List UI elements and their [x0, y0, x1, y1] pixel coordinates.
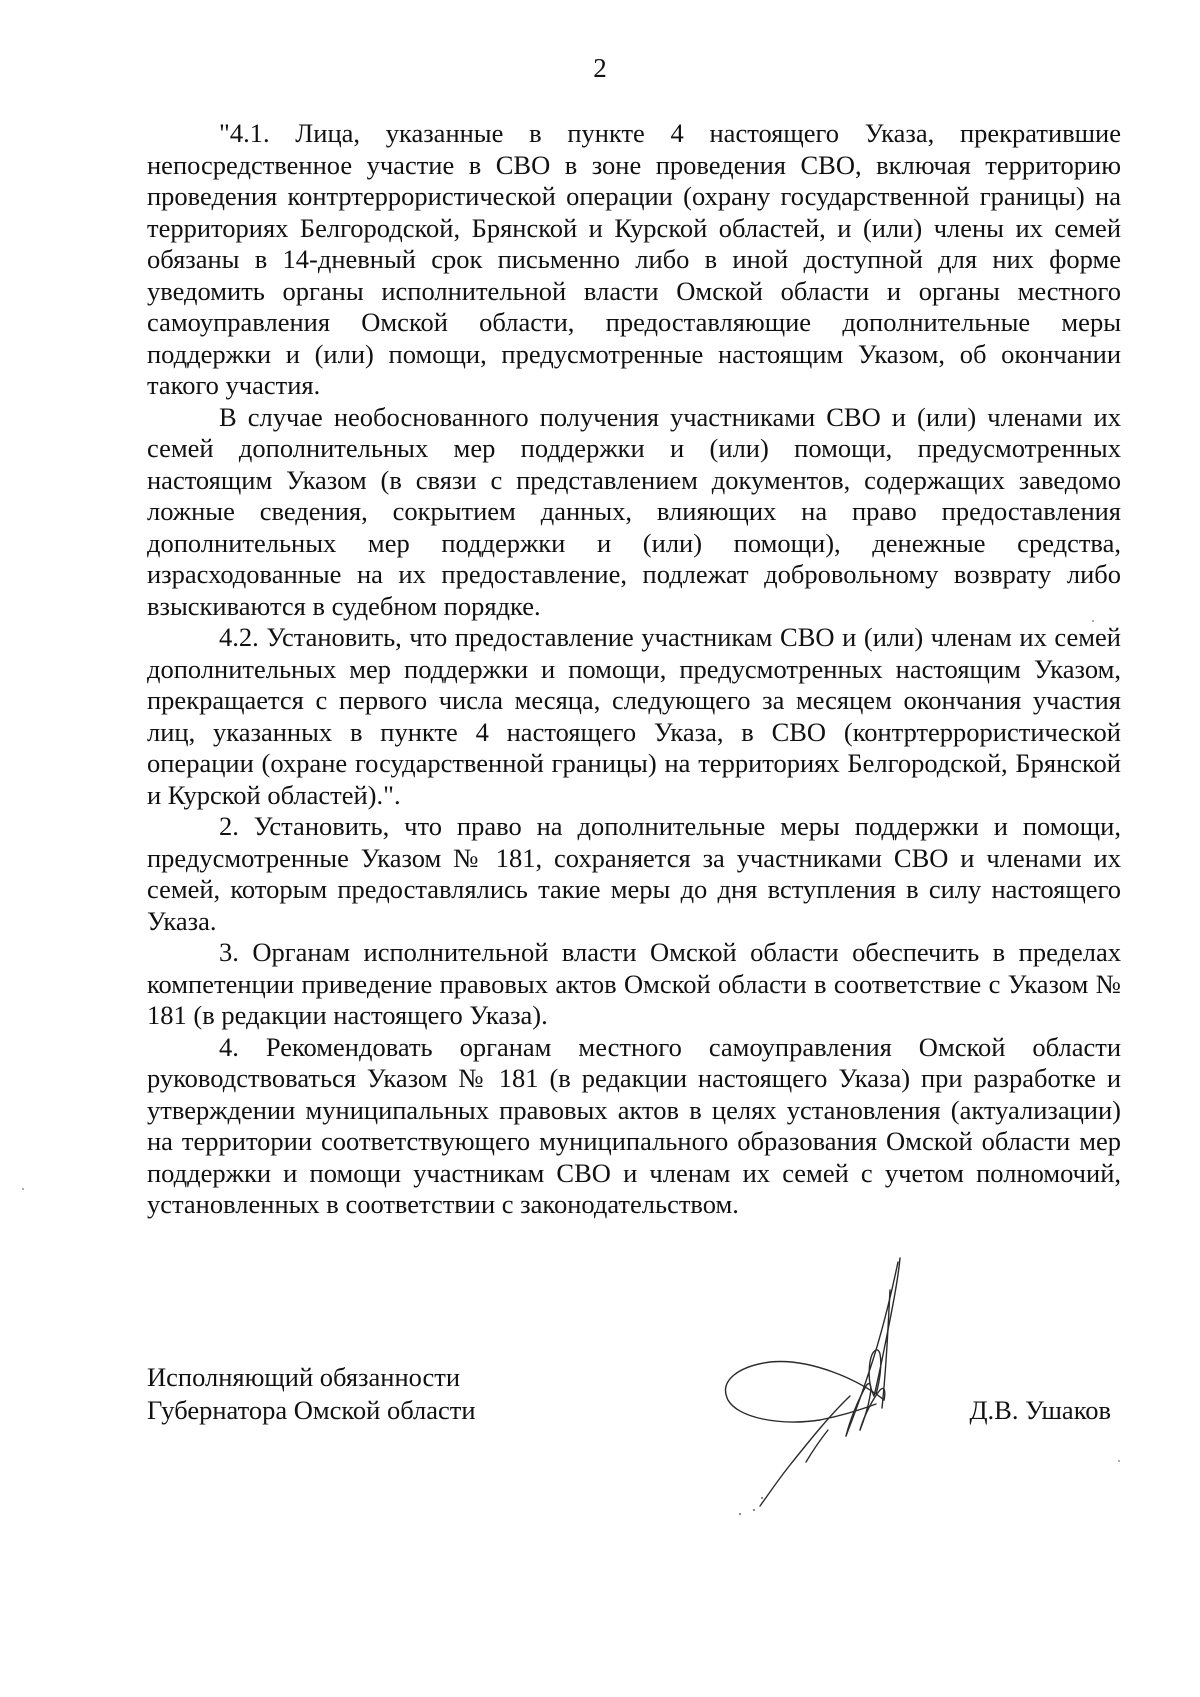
paragraph-4-2: 4.2. Установить, что предоставление участникам СВО и (или) членам их семей дополнительных мер поддержки и помощи, предусмотренных настоящим Указом, прекращается с первого числа месяца, следующего за месяцем окончания участия лиц, указанных в пункте 4 настоящего Указа, в СВО (контртеррористической операции (охране государственной границы) на территориях Белгородской, Брянской и Курской областей).".	[147, 622, 1121, 810]
page-number: 2	[593, 53, 607, 83]
signer-position	[147, 1361, 476, 1427]
paragraph-4: 4. Рекомендовать органам местного самоуправления Омской области руководствоваться Указом № 181 (в редакции настоящего Указа) при разработке и утверждении муниципальных правовых актов в целях установления (актуализации) на территории соответствующего муниципального образования Омской области мер поддержки и помощи участникам СВО и членам их семей с учетом полномочий, установленных в соответствии с законодательством.	[147, 1031, 1121, 1219]
paragraph-refund: В случае необоснованного получения участниками СВО и (или) членами их семей дополнительных мер поддержки и (или) помощи, предусмотренных настоящим Указом (в связи с представлением документов, содержащих заведомо ложные сведения, сокрытием данных, влияющих на право предоставления дополнительных мер поддержки и (или) помощи), денежные средства, израсходованные на их предоставление, подлежат добровольному возврату либо взыскиваются в судебном порядке.	[147, 401, 1121, 621]
signer-position-line-1: Исполняющий обязанности	[147, 1362, 461, 1392]
scan-speck	[1092, 620, 1094, 622]
paragraph-2: 2. Установить, что право на дополнительные меры поддержки и помощи, предусмотренные Указом № 181, сохраняется за участниками СВО и членами их семей, которым предоставлялись такие меры до дня вступления в силу настоящего Указа.	[147, 811, 1121, 936]
paragraph-4-1: "4.1. Лица, указанные в пункте 4 настоящего Указа, прекратившие непосредственное участие в СВО в зоне проведения СВО, включая территорию проведения контртеррористической операции (охрану государственной границы) на территориях Белгородской, Брянской и Курской областей, и (или) члены их семей обязаны в 14-дневный срок письменно либо в иной доступной для них форме уведомить органы исполнительной власти Омской области и органы местного самоуправления Омской области, предоставляющие дополнительные меры поддержки и (или) помощи, предусмотренные настоящим Указом, об окончании такого участия.	[147, 118, 1121, 400]
handwritten-signature	[720, 1240, 980, 1540]
scan-speck	[22, 1188, 24, 1190]
paragraph-3: 3. Органам исполнительной власти Омской области обеспечить в пределах компетенции приведение правовых актов Омской области в соответствие с Указом № 181 (в редакции настоящего Указа).	[147, 937, 1121, 1030]
signer-name: Д.В. Ушаков	[969, 1395, 1111, 1425]
document-body	[147, 118, 1121, 1221]
signer-position-line-2: Губернатора Омской области	[147, 1395, 476, 1425]
scan-speck	[1118, 1460, 1120, 1462]
